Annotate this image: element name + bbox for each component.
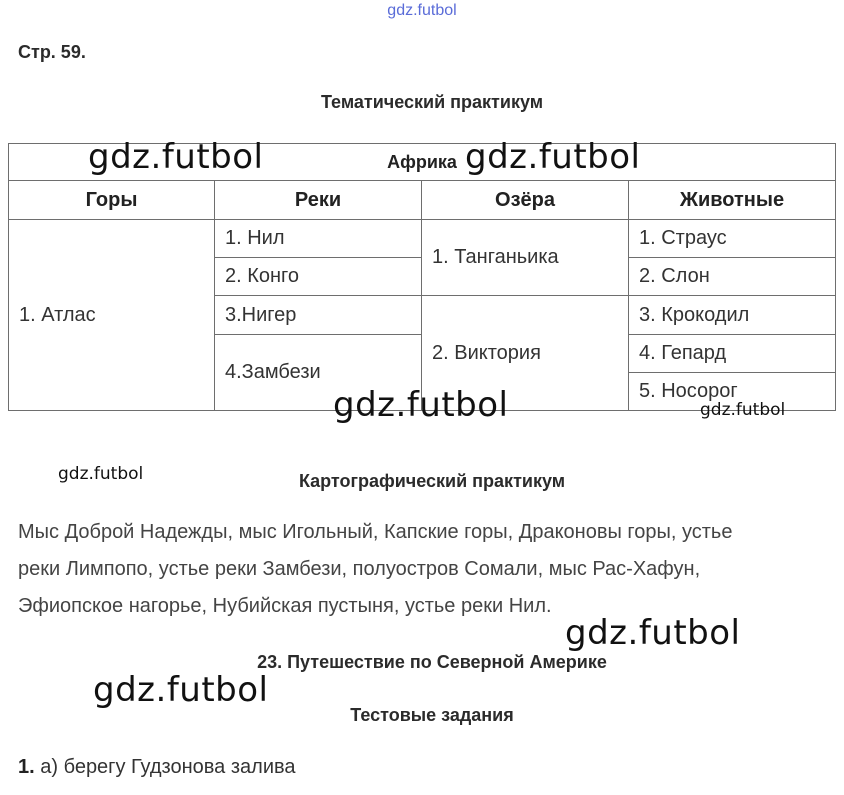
watermark: gdz.futbol — [93, 670, 269, 710]
paragraph-line: реки Лимпопо, устье реки Замбези, полуостров Сомали, мыс Рас-Хафун, — [18, 558, 701, 580]
table-caption: Африка — [9, 144, 836, 181]
section-title-thematic: Тематический практикум — [320, 92, 544, 112]
animal-cell: 2. Слон — [629, 258, 836, 296]
watermark: gdz.futbol — [88, 137, 264, 177]
mountain-cell: 1. Атлас — [9, 220, 215, 411]
header-lakes: Озёра — [422, 181, 629, 220]
section-title-cartographic: Картографический практикум — [298, 471, 566, 491]
page-number: Стр. 59. — [18, 42, 86, 62]
animal-cell: 1. Страус — [629, 220, 836, 258]
watermark: gdz.futbol — [465, 137, 641, 177]
answer-number: 1. — [18, 756, 35, 778]
africa-table — [8, 143, 836, 411]
lake-cell: 2. Виктория — [422, 296, 629, 411]
cartographic-paragraph — [18, 514, 818, 625]
answer-text: а) берегу Гудзонова залива — [34, 756, 296, 778]
watermark: gdz.futbol — [565, 613, 741, 653]
animal-cell: 3. Крокодил — [629, 296, 836, 335]
paragraph-line: Мыс Доброй Надежды, мыс Игольный, Капские горы, Драконовы горы, устье — [18, 521, 733, 543]
watermark: gdz.futbol — [333, 385, 509, 425]
header-mountains: Горы — [9, 181, 215, 220]
watermark-small: gdz.futbol — [58, 464, 144, 484]
river-cell: 1. Нил — [215, 220, 422, 258]
river-cell: 4.Замбези — [215, 335, 422, 411]
header-animals: Животные — [629, 181, 836, 220]
river-cell: 2. Конго — [215, 258, 422, 296]
section-title-north-america: 23. Путешествие по Северной Америке — [257, 652, 607, 672]
river-cell: 3.Нигер — [215, 296, 422, 335]
paragraph-line: Эфиопское нагорье, Нубийская пустыня, устье реки Нил. — [18, 595, 552, 617]
animal-cell: 4. Гепард — [629, 335, 836, 373]
section-title-tests: Тестовые задания — [350, 705, 514, 725]
header-rivers: Реки — [215, 181, 422, 220]
animal-cell: 5. Носорог — [629, 373, 836, 411]
answer-line — [18, 756, 296, 779]
top-watermark: gdz.futbol — [387, 2, 457, 19]
watermark-small: gdz.futbol — [700, 400, 786, 420]
lake-cell: 1. Танганьика — [422, 220, 629, 296]
